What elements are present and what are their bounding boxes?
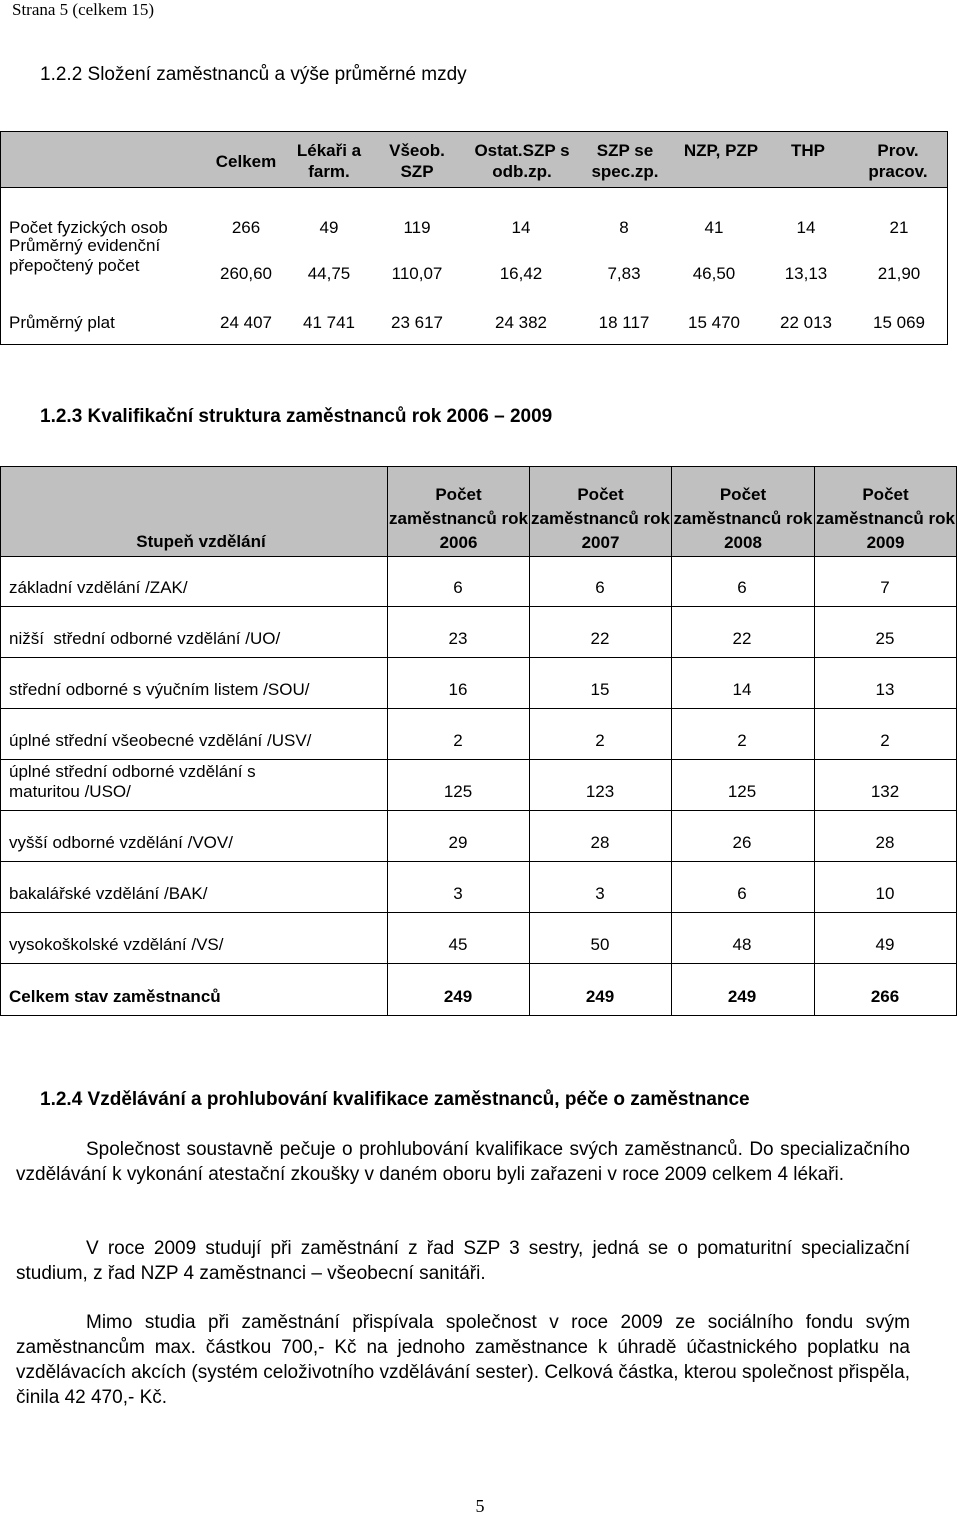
cell: 15: [590, 680, 610, 699]
header-cell: NZP, PZP: [683, 141, 759, 160]
cell: 10: [875, 884, 895, 903]
cell: 123: [585, 782, 615, 801]
total-row: [1, 964, 956, 1015]
header-cell: Stupeň vzdělání: [136, 532, 266, 551]
page-number: 5: [475, 1496, 485, 1516]
cell: 8: [619, 218, 629, 237]
cell: 28: [590, 833, 610, 852]
cell: 50: [590, 935, 610, 954]
section-title-composition: 1.2.2 Složení zaměstnanců a výše průměrné mzdy: [40, 64, 467, 85]
cell: 21: [889, 218, 909, 237]
cell: 49: [319, 218, 339, 237]
cell: 249: [727, 987, 757, 1006]
page-header: Strana 5 (celkem 15): [12, 0, 155, 19]
cell: 6: [595, 578, 605, 597]
staff-composition-table: [0, 131, 948, 345]
cell: 125: [727, 782, 757, 801]
cell: 22: [732, 629, 752, 648]
section-title-qualification: 1.2.3 Kvalifikační struktura zaměstnanců rok 2006 – 2009: [40, 406, 553, 427]
cell: 2: [595, 731, 605, 750]
row-label: vysokoškolské vzdělání /VS/: [9, 935, 224, 954]
header-cell: SZP se spec.zp.: [591, 141, 659, 181]
header-cell: Všeob. SZP: [389, 141, 445, 181]
header-cell: Celkem: [215, 152, 277, 171]
row-label: Průměrný evidenční přepočtený počet: [9, 236, 161, 275]
cell: 13: [875, 680, 895, 699]
header-cell: Počet zaměstnanců rok 2007: [531, 485, 670, 552]
table-row: [1, 556, 956, 607]
cell: 22: [590, 629, 610, 648]
cell: 2: [737, 731, 747, 750]
cell: 14: [732, 680, 752, 699]
cell: 24 407: [220, 313, 272, 332]
paragraph-text: V roce 2009 studují při zaměstnání z řad SZP 3 sestry, jedná se o pomaturitní specializační studium, z řad NZP 4 zaměstnanci – všeobecní sanitáři.: [16, 1238, 910, 1284]
cell: 45: [448, 935, 468, 954]
cell: 249: [443, 987, 473, 1006]
table-header: [1, 467, 956, 557]
cell: 41: [704, 218, 724, 237]
row-label: základní vzdělání /ZAK/: [9, 578, 188, 597]
cell: 24 382: [495, 313, 547, 332]
cell: 18 117: [598, 313, 650, 332]
row-label: úplné střední odborné vzdělání s maturitou /USO/: [9, 762, 256, 801]
table-row: [1, 760, 956, 811]
paragraph-text: Mimo studia při zaměstnání přispívala společnost v roce 2009 ze sociálního fondu svým zaměstnancům max. částkou 700,- Kč na jednoho zaměstnance k úhradě účastnického poplatku na vzdělávacích akcích (systém celoživotního vzdělávání sester). Celková částka, kterou společnost přispěla, činila 42 470,- Kč.: [16, 1312, 910, 1408]
header-cell: Počet zaměstnanců rok 2006: [389, 485, 528, 552]
cell: 2: [880, 731, 890, 750]
cell: 22 013: [780, 313, 832, 332]
row-label: úplné střední všeobecné vzdělání /USV/: [9, 731, 312, 750]
cell: 7,83: [607, 264, 641, 283]
row-label: Celkem stav zaměstnanců: [9, 987, 221, 1006]
cell: 266: [870, 987, 900, 1006]
cell: 25: [875, 629, 895, 648]
section-title-education: 1.2.4 Vzdělávání a prohlubování kvalifikace zaměstnanců, péče o zaměstnance: [40, 1089, 750, 1110]
table-row: [1, 811, 956, 862]
cell: 6: [453, 578, 463, 597]
table-row: [1, 862, 956, 913]
cell: 44,75: [307, 264, 351, 283]
cell: 26: [732, 833, 752, 852]
row-label: nižší střední odborné vzdělání /UO/: [9, 629, 281, 648]
table-body: [1, 556, 956, 1015]
cell: 16: [448, 680, 468, 699]
row-label: vyšší odborné vzdělání /VOV/: [9, 833, 233, 852]
row-label: Počet fyzických osob: [9, 218, 168, 237]
cell: 15 470: [688, 313, 740, 332]
cell: 3: [595, 884, 605, 903]
cell: 249: [585, 987, 615, 1006]
paragraph: [16, 1236, 910, 1286]
table-row: [1, 607, 956, 658]
header-cell: Ostat.SZP s odb.zp.: [474, 141, 570, 181]
header-cell: Počet zaměstnanců rok 2008: [673, 485, 813, 552]
cell: 41 741: [303, 313, 355, 332]
cell: 28: [875, 833, 895, 852]
paragraph: [16, 1310, 910, 1410]
cell: 266: [231, 218, 261, 237]
table-row: [1, 709, 956, 760]
row-label: střední odborné s výučním listem /SOU/: [9, 680, 310, 699]
cell: 7: [880, 578, 890, 597]
header-cell: Lékaři a farm.: [296, 141, 362, 181]
cell: 21,90: [877, 264, 921, 283]
cell: 6: [737, 884, 747, 903]
paragraph-text: Společnost soustavně pečuje o prohlubování kvalifikace svých zaměstnanců. Do specializačního vzdělávání k vykonání atestační zkoušky v daném oboru byli zařazeni v roce 2009 celkem 4 lékaři.: [16, 1139, 910, 1185]
cell: 2: [453, 731, 463, 750]
cell: 13,13: [784, 264, 828, 283]
header-cell: THP: [791, 141, 825, 160]
cell: 132: [870, 782, 900, 801]
cell: 260,60: [220, 264, 272, 283]
paragraph: [16, 1137, 910, 1187]
cell: 125: [443, 782, 473, 801]
qualification-table: [0, 466, 957, 1016]
cell: 16,42: [499, 264, 543, 283]
cell: 110,07: [391, 264, 443, 283]
row-label: Průměrný plat: [9, 313, 115, 332]
cell: 23 617: [391, 313, 443, 332]
cell: 6: [737, 578, 747, 597]
cell: 119: [403, 218, 431, 237]
cell: 48: [732, 935, 752, 954]
table-row: [1, 658, 956, 709]
cell: 14: [796, 218, 816, 237]
header-cell: Prov. pracov.: [868, 141, 928, 181]
cell: 49: [875, 935, 895, 954]
cell: 29: [448, 833, 468, 852]
cell: 15 069: [873, 313, 925, 332]
cell: 46,50: [692, 264, 736, 283]
header-cell: Počet zaměstnanců rok 2009: [816, 485, 955, 552]
row-label: bakalářské vzdělání /BAK/: [9, 884, 208, 903]
table-header: [1, 132, 947, 188]
table-row: [1, 913, 956, 964]
cell: 14: [511, 218, 531, 237]
cell: 23: [448, 629, 468, 648]
cell: 3: [453, 884, 463, 903]
